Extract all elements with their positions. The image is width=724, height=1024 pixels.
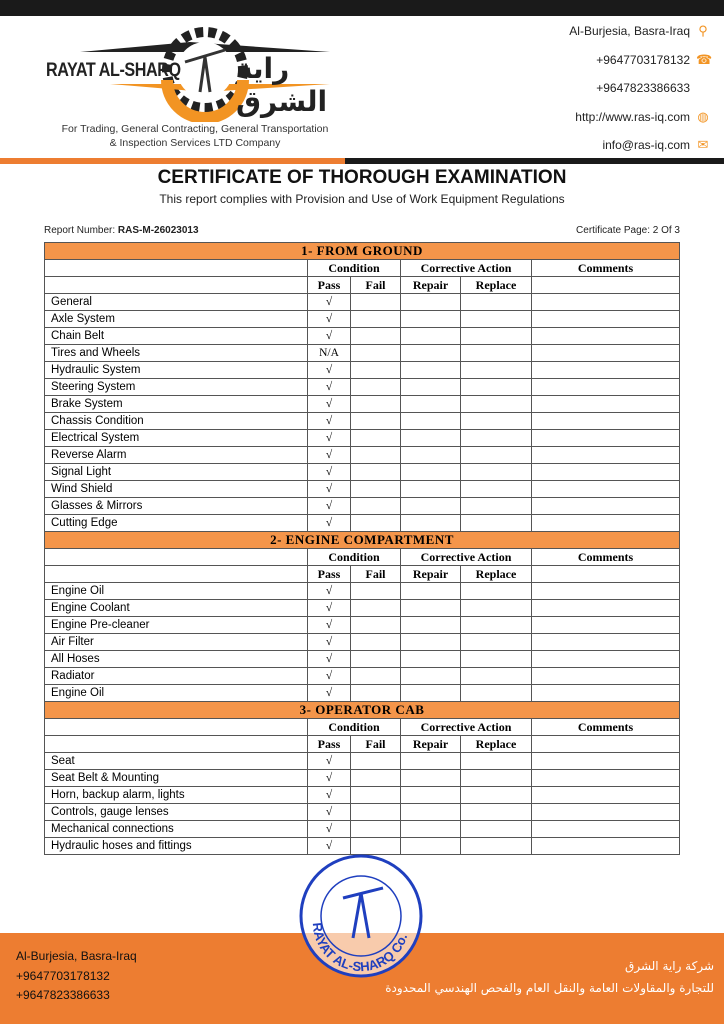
fail-cell xyxy=(351,481,401,498)
repair-cell xyxy=(401,583,461,600)
item-name: General xyxy=(45,294,308,311)
svg-text:RAYAT AL-SHARQ Co.: RAYAT AL-SHARQ Co. xyxy=(309,921,411,975)
pass-cell: √ xyxy=(308,838,351,855)
repair-cell xyxy=(401,838,461,855)
table-cell xyxy=(45,260,308,277)
repair-cell xyxy=(401,498,461,515)
contact-line xyxy=(596,51,713,67)
contact-line[interactable] xyxy=(575,110,710,124)
replace-cell xyxy=(461,345,532,362)
fail-cell xyxy=(351,311,401,328)
table-row xyxy=(45,515,680,532)
comments-cell xyxy=(532,379,680,396)
replace-cell xyxy=(461,583,532,600)
fail-cell xyxy=(351,838,401,855)
replace-cell xyxy=(461,294,532,311)
pass-cell: √ xyxy=(308,753,351,770)
item-name: Signal Light xyxy=(45,464,308,481)
table-row xyxy=(45,787,680,804)
item-name: Seat xyxy=(45,753,308,770)
table-row xyxy=(45,464,680,481)
mail-icon: ✉ xyxy=(697,137,709,152)
pass-cell: √ xyxy=(308,396,351,413)
repair-cell xyxy=(401,311,461,328)
pass-cell: √ xyxy=(308,651,351,668)
replace-header: Replace xyxy=(461,736,532,753)
table-row xyxy=(45,838,680,855)
repair-cell xyxy=(401,379,461,396)
item-name: Chassis Condition xyxy=(45,413,308,430)
fail-cell xyxy=(351,379,401,396)
page-title: CERTIFICATE OF THOROUGH EXAMINATION xyxy=(157,167,567,188)
repair-cell xyxy=(401,685,461,702)
pass-cell: √ xyxy=(308,413,351,430)
repair-cell xyxy=(401,770,461,787)
contact-line xyxy=(596,81,710,95)
table-row xyxy=(45,379,680,396)
repair-cell xyxy=(401,362,461,379)
table-row xyxy=(45,668,680,685)
table-cell xyxy=(532,566,680,583)
fail-cell xyxy=(351,753,401,770)
table-row xyxy=(45,685,680,702)
item-name: Engine Oil xyxy=(45,685,308,702)
contact-text: Al-Burjesia, Basra-Iraq xyxy=(569,24,690,38)
replace-cell xyxy=(461,685,532,702)
item-name: Air Filter xyxy=(45,634,308,651)
pass-cell: √ xyxy=(308,464,351,481)
phone-icon: ☎ xyxy=(696,51,713,67)
table-cell xyxy=(532,736,680,753)
pass-cell: √ xyxy=(308,668,351,685)
fail-cell xyxy=(351,413,401,430)
table-row xyxy=(45,804,680,821)
corrective-header: Corrective Action xyxy=(401,549,532,566)
comments-cell xyxy=(532,787,680,804)
replace-cell xyxy=(461,464,532,481)
repair-cell xyxy=(401,430,461,447)
comments-cell xyxy=(532,464,680,481)
repair-header: Repair xyxy=(401,566,461,583)
fail-header: Fail xyxy=(351,277,401,294)
table-row xyxy=(45,311,680,328)
section-title: 2- ENGINE COMPARTMENT xyxy=(45,532,680,549)
pass-cell: √ xyxy=(308,685,351,702)
pass-cell: √ xyxy=(308,311,351,328)
contact-line xyxy=(569,24,710,38)
item-name: Tires and Wheels xyxy=(45,345,308,362)
comments-cell xyxy=(532,413,680,430)
item-name: Engine Oil xyxy=(45,583,308,600)
page-subtitle: This report complies with Provision and Use of Work Equipment Regulations xyxy=(159,192,565,206)
replace-cell xyxy=(461,770,532,787)
comments-cell xyxy=(532,753,680,770)
repair-cell xyxy=(401,447,461,464)
repair-cell xyxy=(401,294,461,311)
replace-cell xyxy=(461,447,532,464)
fail-cell xyxy=(351,821,401,838)
item-name: Mechanical connections xyxy=(45,821,308,838)
globe-icon: ◍ xyxy=(697,108,709,124)
table-cell xyxy=(45,736,308,753)
repair-cell xyxy=(401,515,461,532)
fail-cell xyxy=(351,396,401,413)
pass-cell: √ xyxy=(308,515,351,532)
fail-cell xyxy=(351,600,401,617)
replace-cell xyxy=(461,787,532,804)
fail-cell xyxy=(351,651,401,668)
item-name: Hydraulic hoses and fittings xyxy=(45,838,308,855)
pass-cell: √ xyxy=(308,379,351,396)
comments-cell xyxy=(532,311,680,328)
item-name: Glasses & Mirrors xyxy=(45,498,308,515)
replace-cell xyxy=(461,617,532,634)
table-row xyxy=(45,753,680,770)
item-name: Engine Coolant xyxy=(45,600,308,617)
comments-cell xyxy=(532,583,680,600)
pass-cell: √ xyxy=(308,328,351,345)
pass-cell: √ xyxy=(308,600,351,617)
header-row xyxy=(45,719,680,736)
item-name: Horn, backup alarm, lights xyxy=(45,787,308,804)
comments-cell xyxy=(532,481,680,498)
tagline: For Trading, General Contracting, General Transportation & Inspection Services LTD Company xyxy=(61,123,329,149)
replace-cell xyxy=(461,600,532,617)
comments-cell xyxy=(532,821,680,838)
replace-cell xyxy=(461,413,532,430)
comments-header: Comments xyxy=(532,260,680,277)
repair-cell xyxy=(401,651,461,668)
section-title: 3- OPERATOR CAB xyxy=(45,702,680,719)
repair-cell xyxy=(401,328,461,345)
item-name: Radiator xyxy=(45,668,308,685)
item-name: All Hoses xyxy=(45,651,308,668)
contact-text: +9647823386633 xyxy=(596,81,690,95)
report-number: Report Number: RAS-M-26023013 xyxy=(44,225,199,236)
repair-cell xyxy=(401,753,461,770)
fail-cell xyxy=(351,447,401,464)
replace-cell xyxy=(461,362,532,379)
pass-cell: √ xyxy=(308,294,351,311)
condition-header: Condition xyxy=(308,260,401,277)
repair-cell xyxy=(401,345,461,362)
table-row xyxy=(45,413,680,430)
item-name: Seat Belt & Mounting xyxy=(45,770,308,787)
comments-cell xyxy=(532,345,680,362)
comments-cell xyxy=(532,430,680,447)
replace-cell xyxy=(461,651,532,668)
comments-cell xyxy=(532,668,680,685)
comments-cell xyxy=(532,804,680,821)
footer-arabic: شركة راية الشرق للتجارة والمقاولات العامة والنقل العام والفحص الهندسي المحدودة xyxy=(385,959,714,995)
comments-cell xyxy=(532,685,680,702)
repair-header: Repair xyxy=(401,736,461,753)
section-title: 1- FROM GROUND xyxy=(45,243,680,260)
comments-cell xyxy=(532,294,680,311)
comments-cell xyxy=(532,498,680,515)
table-row xyxy=(45,498,680,515)
contact-text: +9647703178132 xyxy=(596,52,690,67)
item-name: Chain Belt xyxy=(45,328,308,345)
pass-cell: √ xyxy=(308,821,351,838)
table-row xyxy=(45,600,680,617)
repair-cell xyxy=(401,668,461,685)
fail-header: Fail xyxy=(351,736,401,753)
pass-cell: √ xyxy=(308,804,351,821)
comments-cell xyxy=(532,770,680,787)
company-stamp xyxy=(298,853,424,979)
comments-cell xyxy=(532,600,680,617)
comments-cell xyxy=(532,396,680,413)
replace-cell xyxy=(461,430,532,447)
repair-cell xyxy=(401,634,461,651)
comments-cell xyxy=(532,617,680,634)
contact-line[interactable] xyxy=(602,138,710,152)
fail-cell xyxy=(351,668,401,685)
fail-cell xyxy=(351,583,401,600)
table-cell xyxy=(532,277,680,294)
fail-cell xyxy=(351,804,401,821)
table-row xyxy=(45,651,680,668)
pass-header: Pass xyxy=(308,566,351,583)
replace-header: Replace xyxy=(461,566,532,583)
fail-cell xyxy=(351,430,401,447)
table-cell xyxy=(45,719,308,736)
replace-cell xyxy=(461,481,532,498)
fail-cell xyxy=(351,345,401,362)
table-row xyxy=(45,447,680,464)
pass-cell: √ xyxy=(308,770,351,787)
company-logo xyxy=(40,22,350,152)
pass-header: Pass xyxy=(308,277,351,294)
pass-cell: √ xyxy=(308,617,351,634)
comments-cell xyxy=(532,838,680,855)
fail-cell xyxy=(351,515,401,532)
item-name: Axle System xyxy=(45,311,308,328)
table-row xyxy=(45,294,680,311)
corrective-header: Corrective Action xyxy=(401,260,532,277)
subheader-row xyxy=(45,736,680,753)
repair-cell xyxy=(401,481,461,498)
repair-cell xyxy=(401,396,461,413)
brand-name-ar: راية الشرق xyxy=(236,52,328,118)
replace-cell xyxy=(461,753,532,770)
fail-cell xyxy=(351,362,401,379)
replace-cell xyxy=(461,379,532,396)
table-row xyxy=(45,396,680,413)
comments-cell xyxy=(532,447,680,464)
replace-cell xyxy=(461,821,532,838)
item-name: Electrical System xyxy=(45,430,308,447)
section-header xyxy=(45,532,680,549)
pass-header: Pass xyxy=(308,736,351,753)
condition-header: Condition xyxy=(308,549,401,566)
pass-cell: √ xyxy=(308,430,351,447)
footer-contact: Al-Burjesia, Basra-Iraq +9647703178132 +9647823386633 xyxy=(16,949,137,1002)
comments-cell xyxy=(532,362,680,379)
repair-cell xyxy=(401,617,461,634)
item-name: Steering System xyxy=(45,379,308,396)
comments-cell xyxy=(532,651,680,668)
table-row xyxy=(45,362,680,379)
table-cell xyxy=(45,277,308,294)
repair-cell xyxy=(401,600,461,617)
replace-cell xyxy=(461,634,532,651)
fail-cell xyxy=(351,464,401,481)
table-row xyxy=(45,821,680,838)
table-cell xyxy=(45,566,308,583)
table-row xyxy=(45,481,680,498)
item-name: Wind Shield xyxy=(45,481,308,498)
item-name: Engine Pre-cleaner xyxy=(45,617,308,634)
pass-cell: √ xyxy=(308,634,351,651)
comments-cell xyxy=(532,328,680,345)
item-name: Brake System xyxy=(45,396,308,413)
table-row xyxy=(45,430,680,447)
item-name: Hydraulic System xyxy=(45,362,308,379)
fail-header: Fail xyxy=(351,566,401,583)
replace-cell xyxy=(461,328,532,345)
replace-cell xyxy=(461,838,532,855)
item-name: Reverse Alarm xyxy=(45,447,308,464)
fail-cell xyxy=(351,634,401,651)
page-info: Certificate Page: 2 Of 3 xyxy=(576,225,680,236)
pass-cell: √ xyxy=(308,481,351,498)
replace-cell xyxy=(461,515,532,532)
subheader-row xyxy=(45,277,680,294)
fail-cell xyxy=(351,787,401,804)
repair-cell xyxy=(401,464,461,481)
comments-cell xyxy=(532,515,680,532)
section-header xyxy=(45,243,680,260)
repair-cell xyxy=(401,413,461,430)
comments-header: Comments xyxy=(532,549,680,566)
table-row xyxy=(45,617,680,634)
pass-cell: √ xyxy=(308,447,351,464)
table-cell xyxy=(45,549,308,566)
subheader-row xyxy=(45,566,680,583)
table-row xyxy=(45,583,680,600)
pass-cell: √ xyxy=(308,787,351,804)
condition-header: Condition xyxy=(308,719,401,736)
pass-cell: √ xyxy=(308,583,351,600)
fail-cell xyxy=(351,770,401,787)
fail-cell xyxy=(351,328,401,345)
table-row xyxy=(45,328,680,345)
replace-header: Replace xyxy=(461,277,532,294)
pass-cell: √ xyxy=(308,498,351,515)
header-row xyxy=(45,260,680,277)
corrective-header: Corrective Action xyxy=(401,719,532,736)
table-row xyxy=(45,634,680,651)
inspection-table xyxy=(44,242,680,855)
repair-cell xyxy=(401,787,461,804)
comments-header: Comments xyxy=(532,719,680,736)
top-bar xyxy=(0,0,724,16)
table-row xyxy=(45,345,680,362)
spacer-icon xyxy=(696,81,710,95)
repair-cell xyxy=(401,804,461,821)
table-row xyxy=(45,770,680,787)
replace-cell xyxy=(461,498,532,515)
replace-cell xyxy=(461,804,532,821)
replace-cell xyxy=(461,396,532,413)
dark-bar xyxy=(345,158,724,164)
contact-text: http://www.ras-iq.com xyxy=(575,109,690,124)
brand-name-en: RAYAT AL-SHARQ xyxy=(46,60,181,81)
header-row xyxy=(45,549,680,566)
location-pin-icon: ⚲ xyxy=(698,23,708,38)
repair-cell xyxy=(401,821,461,838)
replace-cell xyxy=(461,668,532,685)
contact-text: info@ras-iq.com xyxy=(602,138,690,152)
fail-cell xyxy=(351,617,401,634)
replace-cell xyxy=(461,311,532,328)
item-name: Cutting Edge xyxy=(45,515,308,532)
item-name: Controls, gauge lenses xyxy=(45,804,308,821)
repair-header: Repair xyxy=(401,277,461,294)
fail-cell xyxy=(351,685,401,702)
comments-cell xyxy=(532,634,680,651)
accent-bar xyxy=(0,158,345,164)
section-header xyxy=(45,702,680,719)
fail-cell xyxy=(351,294,401,311)
fail-cell xyxy=(351,498,401,515)
pass-cell: √ xyxy=(308,362,351,379)
pass-cell: N/A xyxy=(308,345,351,362)
